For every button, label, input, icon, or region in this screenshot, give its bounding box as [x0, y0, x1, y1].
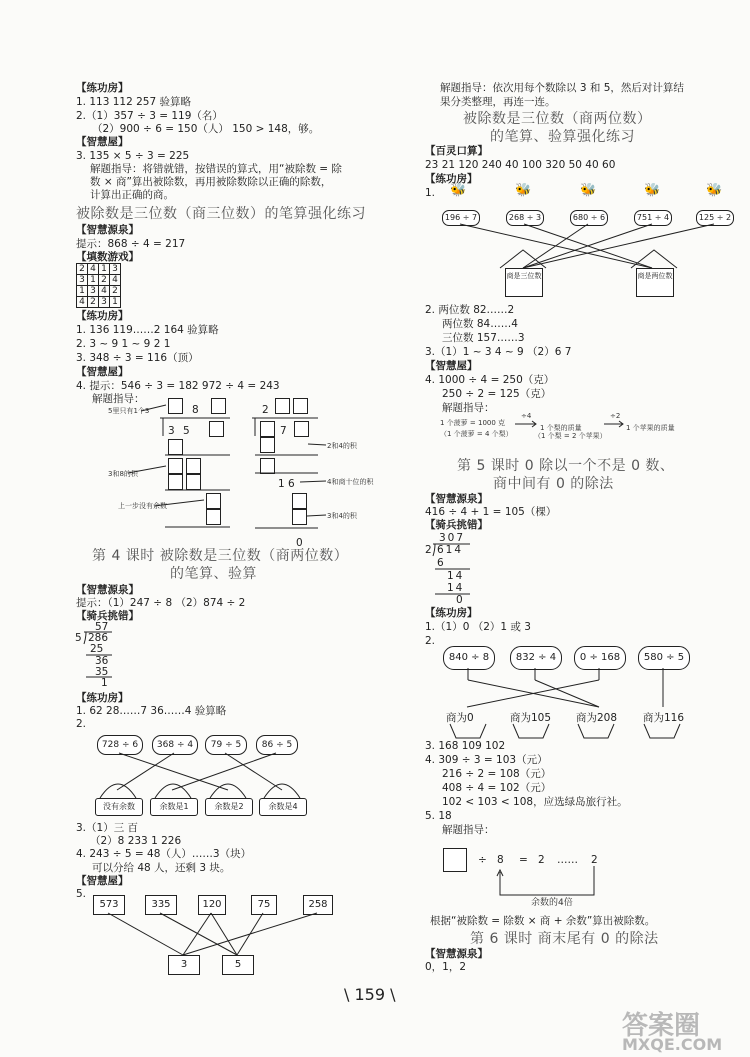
heading-practice: 【练功房】: [76, 310, 129, 322]
house-label: 商是两位数: [636, 268, 674, 297]
answer-line: 216 ÷ 2 = 108（元）: [442, 768, 552, 780]
heading-find-error: 【骑兵挑错】: [76, 610, 139, 622]
digit: 5: [183, 425, 190, 437]
answer-line: 可以分给 48 人，还剩 3 块。: [92, 862, 231, 874]
house-roof: [631, 250, 677, 268]
answer-line: 1.: [425, 187, 436, 199]
watermark-logo: 答案圈: [622, 1011, 701, 1041]
bee-expression: 680 ÷ 6: [570, 210, 608, 226]
grid-cell: 3: [98, 296, 110, 308]
section-title: 的笔算、验算强化练习: [490, 129, 635, 145]
bee-icon: 🐝: [706, 183, 723, 198]
match-line: [183, 913, 317, 955]
division-annotation: 3和4的积: [327, 512, 357, 520]
answer-line: 3. 168 109 102: [425, 740, 506, 752]
answer-line: 解题指导：: [442, 824, 495, 836]
flower-pot: [644, 724, 680, 738]
match-line: [117, 753, 174, 790]
answer-line: 3. 348 ÷ 3 = 116（顶）: [76, 352, 199, 364]
pot-label: 商为0: [446, 712, 474, 724]
flow-text: 1 个菠萝 = 1000 克: [440, 419, 506, 427]
answer-line: 计算出正确的商。: [90, 189, 174, 201]
answer-line: 250 ÷ 2 = 125（克）: [442, 388, 552, 400]
answer-line: 解题指导：将错就错，按错误的算式，用“被除数 = 除: [90, 163, 342, 175]
heading-source: 【智慧源泉】: [76, 584, 139, 596]
answer-line: 提示：868 ÷ 4 = 217: [76, 238, 186, 250]
answer-line: 2. 两位数 82……2: [425, 304, 515, 316]
heading-practice: 【练功房】: [425, 607, 478, 619]
answer-line: 解题指导：: [92, 393, 145, 405]
answer-line: 3.（1）1 ~ 3 4 ~ 9 （2）6 7: [425, 346, 572, 358]
tree-expression: 832 ÷ 4: [510, 646, 562, 670]
pointer-line: [307, 515, 326, 516]
heading-wisdom: 【智慧屋】: [76, 366, 129, 378]
number-box: 258: [303, 895, 333, 915]
grid-cell: 3: [76, 274, 88, 286]
bee-expression: 125 ÷ 2: [696, 210, 734, 226]
bee-expression: 268 ÷ 3: [506, 210, 544, 226]
grid-cell: 2: [87, 296, 99, 308]
digit: 0: [296, 537, 303, 549]
answer-line: 1. 113 112 257 验算略: [76, 96, 191, 108]
division-annotation: 3和8的积: [108, 470, 138, 478]
apple-expression: 728 ÷ 6: [97, 735, 143, 755]
grid-cell: 1: [76, 285, 88, 297]
lesson-title: 商中间有 0 的除法: [493, 476, 614, 492]
pot-label: 商为105: [510, 712, 552, 724]
heading-find-error: 【骑兵挑错】: [425, 519, 488, 531]
apple-expression: 86 ÷ 5: [256, 735, 298, 755]
answer-line: 解题指导：依次用每个数除以 3 和 5，然后对计算结: [440, 82, 684, 94]
divisor: 2: [425, 544, 432, 556]
house-roof: [500, 250, 546, 268]
pot-label: 商为116: [643, 712, 685, 724]
grid-cell: 2: [109, 285, 121, 297]
heading-source: 【智慧源泉】: [425, 493, 488, 505]
number-box: 3: [168, 955, 200, 975]
lesson-title: 的笔算、验算: [170, 566, 257, 582]
answer-line: 三位数 157……3: [442, 332, 525, 344]
basket-label: 没有余数: [95, 798, 143, 816]
flower-pot: [578, 724, 614, 738]
eq-note: 余数的4倍: [531, 898, 573, 908]
answer-line: 解题指导：: [442, 402, 495, 414]
division-step: 36: [95, 655, 109, 667]
pointer-line: [154, 500, 204, 506]
grid-cell: 3: [87, 285, 99, 297]
pointer-line: [300, 481, 326, 482]
eq-number: 8: [497, 854, 504, 866]
answer-line: 5.: [76, 888, 87, 900]
quotient: 57: [95, 621, 109, 633]
division-annotation: 上一步没有余数: [118, 502, 167, 510]
flower-pot: [513, 724, 549, 738]
grid-cell: 1: [98, 263, 110, 275]
number-box: 120: [198, 895, 226, 915]
heading-wisdom: 【智慧屋】: [76, 875, 129, 887]
eq-operator: ÷: [478, 854, 487, 866]
answer-line: 提示：（1）247 ÷ 8 （2）874 ÷ 2: [76, 597, 246, 609]
section-title: 被除数是三位数（商两位数）: [463, 111, 652, 127]
answer-line: 果分类整理，再连一连。: [440, 96, 556, 108]
answer-line: 1.（1）0 （2）1 或 3: [425, 621, 531, 633]
divisor: 5: [75, 632, 82, 644]
grid-cell: 2: [98, 274, 110, 286]
watermark-url: MXQE.COM: [622, 1035, 723, 1054]
heading-source: 【智慧源泉】: [425, 948, 488, 960]
match-line: [225, 753, 282, 790]
division-step: 14: [447, 582, 465, 594]
division-step: 35: [95, 666, 109, 678]
answer-line: 根据“被除数 = 除数 × 商 + 余数”算出被除数。: [430, 915, 656, 927]
match-line: [523, 224, 588, 268]
answer-line: 2.（1）357 ÷ 3 = 119（名）: [76, 110, 223, 122]
answer-line: 4. 提示：546 ÷ 3 = 182 972 ÷ 4 = 243: [76, 380, 280, 392]
grid-cell: 1: [109, 296, 121, 308]
digit: 6: [288, 478, 295, 490]
flow-text: 1 个梨的质量: [540, 424, 582, 432]
division-annotation: 5里只有1个3: [108, 407, 150, 415]
answer-line: 5. 18: [425, 810, 452, 822]
grid-cell: 4: [98, 285, 110, 297]
digit: 7: [280, 425, 287, 437]
dividend: 614: [437, 544, 464, 556]
heading-wisdom: 【智慧屋】: [76, 136, 129, 148]
number-box: 75: [251, 895, 277, 915]
number-box: 573: [93, 895, 125, 915]
eq-operator: ……: [557, 854, 578, 866]
match-line: [535, 680, 599, 707]
match-line: [183, 913, 211, 955]
match-line: [523, 224, 714, 268]
pointer-line: [141, 405, 166, 411]
pointer-line: [128, 466, 166, 473]
division-step: 0: [456, 594, 463, 606]
basket-handle: [264, 784, 300, 798]
heading-oral-calc: 【百灵口算】: [425, 145, 488, 157]
apple-expression: 79 ÷ 5: [205, 735, 247, 755]
flow-operator: ÷4: [521, 412, 532, 420]
number-box: 335: [145, 895, 177, 915]
eq-number: 2: [591, 854, 598, 866]
answer-line: 2. 3 ~ 9 1 ~ 9 2 1: [76, 338, 171, 350]
flow-text: 1 个苹果的质量: [626, 424, 675, 432]
dividend: 286: [88, 632, 109, 644]
answer-line: 102 < 103 < 108，应选绿岛旅行社。: [442, 796, 628, 808]
digit: 8: [192, 404, 199, 416]
tree-expression: 840 ÷ 8: [443, 646, 495, 670]
answer-line: 0，1，2: [425, 961, 467, 973]
grid-cell: 2: [76, 263, 88, 275]
match-line: [211, 913, 237, 955]
quotient: 307: [439, 532, 466, 544]
answer-line: 2.: [76, 718, 87, 730]
heading-practice: 【练功房】: [425, 173, 478, 185]
bee-expression: 196 ÷ 7: [442, 210, 480, 226]
answer-line: 4. 1000 ÷ 4 = 250（克）: [425, 374, 555, 386]
lesson-title: 第 4 课时 被除数是三位数（商两位数）: [92, 548, 349, 564]
pot-label: 商为208: [576, 712, 618, 724]
digit: 1: [278, 478, 285, 490]
flow-text: （1 个菠萝 = 4 个梨）: [440, 430, 513, 438]
answer-line: 3.（1）三 百: [76, 822, 139, 834]
basket-label: 余数是2: [205, 798, 253, 816]
division-annotation: 4和商十位的积: [327, 478, 374, 486]
bee-icon: 🐝: [580, 183, 597, 198]
eq-arrow: [500, 866, 594, 895]
heading-wisdom: 【智慧屋】: [425, 360, 478, 372]
answer-line: 3. 135 × 5 ÷ 3 = 225: [76, 150, 190, 162]
bee-icon: 🐝: [515, 183, 532, 198]
answer-line: （2）900 ÷ 6 = 150（人） 150 > 148，够。: [92, 123, 320, 135]
flower-pot: [450, 724, 486, 738]
basket-handle: [100, 784, 136, 798]
eq-number: 2: [538, 854, 545, 866]
answer-line: 两位数 84……4: [442, 318, 518, 330]
division-step: 1: [101, 677, 108, 689]
answer-line: （2）8 233 1 226: [90, 835, 182, 847]
division-bracket: [433, 544, 470, 556]
number-box: 5: [222, 955, 254, 975]
division-annotation: 2和4的积: [327, 442, 357, 450]
answer-line: 1. 62 28……7 36……4 验算略: [76, 705, 227, 717]
answer-line: 4. 243 ÷ 5 = 48（人）……3（块）: [76, 848, 252, 860]
basket-handle: [155, 784, 191, 798]
grid-cell: 3: [109, 263, 121, 275]
eq-operator: =: [519, 854, 528, 866]
bee-icon: 🐝: [644, 183, 661, 198]
answer-line: 数 × 商”算出被除数，再用被除数除以正确的除数，: [90, 176, 332, 188]
heading-practice: 【练功房】: [76, 82, 129, 94]
section-title: 被除数是三位数（商三位数）的笔算强化练习: [76, 206, 366, 222]
division-bracket: [84, 632, 112, 644]
page-number: \ 159 \: [344, 985, 396, 1004]
tree-expression: 0 ÷ 168: [574, 646, 626, 670]
answer-line: 4. 309 ÷ 3 = 103（元）: [425, 754, 548, 766]
grid-cell: 4: [87, 263, 99, 275]
answer-line: 416 ÷ 4 + 1 = 105（棵）: [425, 506, 557, 518]
heading-number-game: 【填数游戏】: [76, 251, 139, 263]
grid-cell: 4: [76, 296, 88, 308]
heading-practice: 【练功房】: [76, 692, 129, 704]
heading-source: 【智慧源泉】: [76, 224, 139, 236]
basket-label: 余数是4: [259, 798, 307, 816]
bee-expression: 751 ÷ 4: [634, 210, 672, 226]
flow-operator: ÷2: [610, 412, 621, 420]
lesson-title: 第 5 课时 0 除以一个不是 0 数、: [457, 458, 675, 474]
answer-line: 23 21 120 240 40 100 320 50 40 60: [425, 159, 616, 171]
basket-label: 余数是1: [150, 798, 198, 816]
digit: 2: [262, 404, 269, 416]
grid-cell: 1: [87, 274, 99, 286]
answer-line: 1. 136 119……2 164 验算略: [76, 324, 219, 336]
division-step: 25: [90, 643, 104, 655]
division-step: 6: [437, 557, 444, 569]
pointer-line: [308, 444, 326, 445]
answer-line: 408 ÷ 4 = 102（元）: [442, 782, 552, 794]
answer-line: 2.: [425, 635, 436, 647]
flow-text: （1 个梨 = 2 个苹果）: [534, 432, 607, 440]
apple-expression: 368 ÷ 4: [152, 735, 198, 755]
bee-icon: 🐝: [450, 183, 467, 198]
house-label: 商是三位数: [505, 268, 543, 297]
division-step: 14: [447, 570, 465, 582]
digit: 3: [168, 425, 175, 437]
grid-cell: 4: [109, 274, 121, 286]
tree-expression: 580 ÷ 5: [638, 646, 690, 670]
lesson-title: 第 6 课时 商末尾有 0 的除法: [470, 931, 659, 947]
